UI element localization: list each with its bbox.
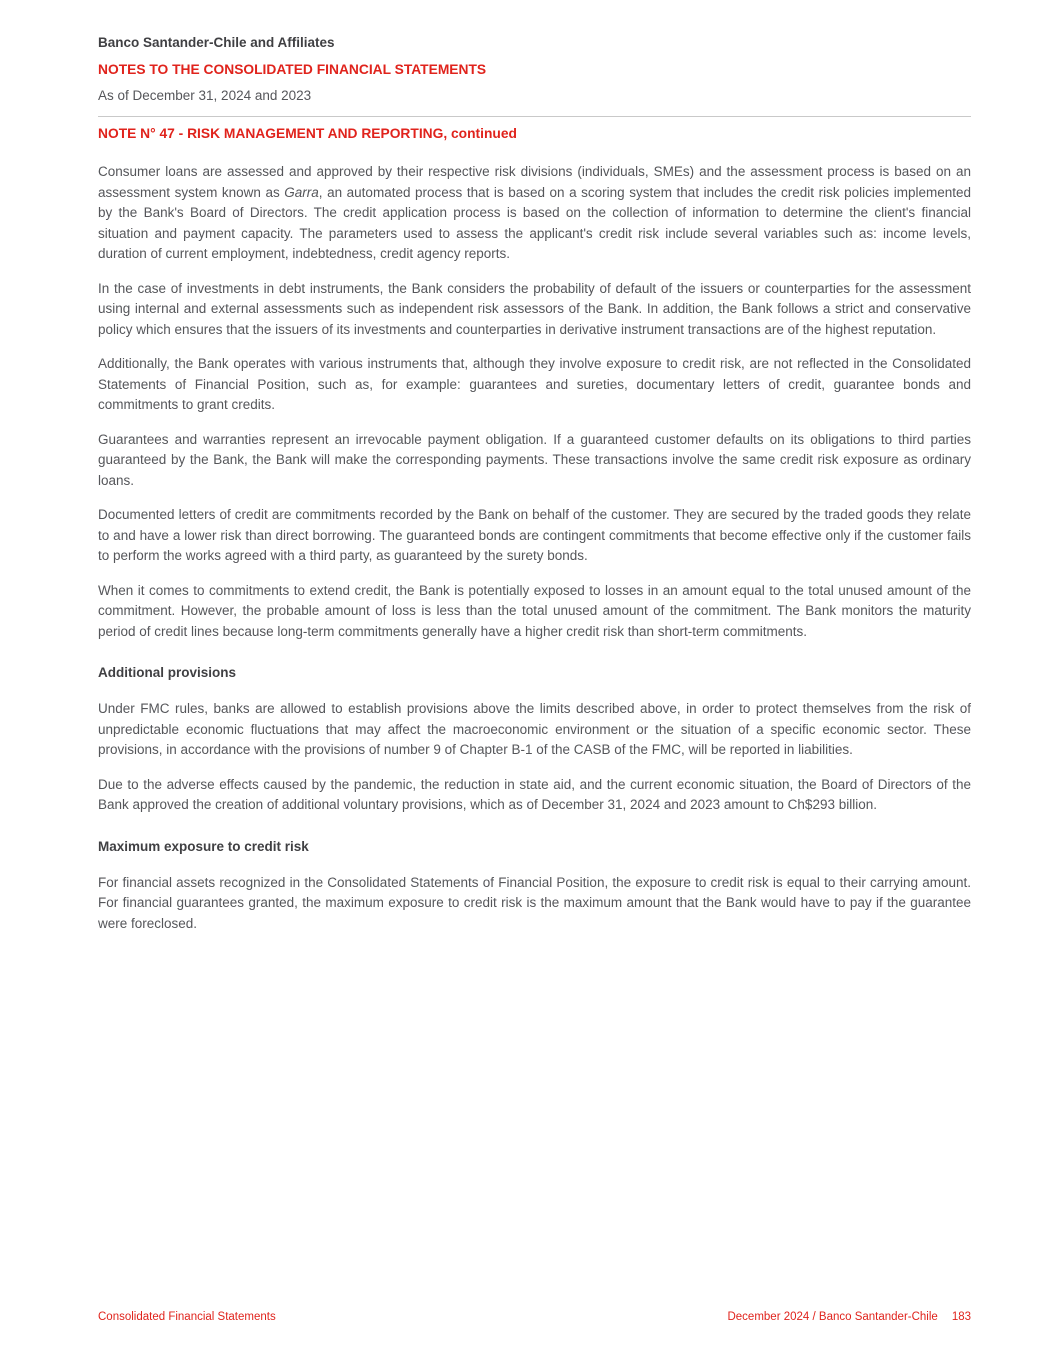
paragraph-documented-letters: Documented letters of credit are commitments recorded by the Bank on behalf of the customer. They are secured by the traded goods they relate to and have a lower risk than direct borrowing. The guaranteed bonds are contingent commitments that become effective only if the customer fails to perform the works agreed with a third party, as guaranteed by the surety bonds. [98,507,971,563]
heading-maximum-exposure: Maximum exposure to credit risk [98,838,309,854]
footer-left-label: Consolidated Financial Statements [98,1311,276,1323]
paragraph-text: , an automated process that is based on a scoring system that includes the credit risk policies implemented by the Bank's Board of Directors. The credit application process is based on the collection of information to determine the client's financial situation and payment capacity. The parameters used to assess the applicant's credit risk include several variables such as: income levels, duration of current employment, indebtedness, credit agency reports. [98,184,971,261]
paragraph-text: Consumer loans are assessed and approved by their respective risk divisions (individuals, SMEs) and the assessment process is based on an assessment system known as [98,164,971,200]
paragraph-debt-instruments: In the case of investments in debt instruments, the Bank considers the probability of default of the issuers or counterparties for the assessment using internal and external assessments such as independent risk assessors of the Bank. In addition, the Bank follows a strict and conservative policy which ensures that the issuers of its investments and counterparties in derivative instrument transactions are of the highest reputation. [98,280,971,337]
page-content [98,35,971,948]
note-title: NOTE N° 47 - RISK MANAGEMENT AND REPORTING, continued [98,126,517,141]
footer-right-label: December 2024 / Banco Santander-Chile [727,1311,938,1323]
header-divider [98,116,971,117]
footer-right [727,1311,971,1323]
document-title: NOTES TO THE CONSOLIDATED FINANCIAL STATEMENTS [98,62,487,77]
paragraph-pandemic-provisions: Due to the adverse effects caused by the pandemic, the reduction in state aid, and the current economic situation, the Board of Directors of the Bank approved the creation of additional voluntary provisions, which as of December 31, 2024 and 2023 amount to Ch$293 billion. [98,776,971,812]
paragraph-maximum-exposure: For financial assets recognized in the Consolidated Statements of Financial Position, the exposure to credit risk is equal to their carrying amount. For financial guarantees granted, the maximum exposure to credit risk is the maximum amount that the Bank would have to pay if the guarantee were foreclosed. [98,874,971,931]
garra-term: Garra [284,184,319,200]
company-name: Banco Santander-Chile and Affiliates [98,35,335,50]
page-footer [98,1311,971,1323]
heading-additional-provisions: Additional provisions [98,665,237,680]
paragraph-fmc-rules: Under FMC rules, banks are allowed to establish provisions above the limits described above, in order to protect themselves from the risk of unpredictable economic fluctuations that may affect the macroeconomic environment or the situation of a specific economic sector. These provisions, in accordance with the provisions of number 9 of Chapter B-1 of the CASB of the FMC, will be reported in liabilities. [98,701,971,757]
paragraph-guarantees-warranties: Guarantees and warranties represent an irrevocable payment obligation. If a guaranteed customer defaults on its obligations to third parties guaranteed by the Bank, the Bank will make the corresponding payments. These transactions involve the same credit risk exposure as ordinary loans. [98,431,971,488]
page-number: 183 [951,1311,971,1323]
report-date: As of December 31, 2024 and 2023 [98,88,312,103]
paragraph-various-instruments: Additionally, the Bank operates with various instruments that, although they involve exposure to credit risk, are not reflected in the Consolidated Statements of Financial Position, such as, for example: guarantees and sureties, documentary letters of credit, guarantee bonds and commitments to grant credits. [98,356,971,412]
paragraph-consumer-loans [98,162,971,265]
paragraph-commitments-extend-credit: When it comes to commitments to extend credit, the Bank is potentially exposed to losses in an amount equal to the total unused amount of the commitment. However, the probable amount of loss is less than the total unused amount of the commitment. The Bank monitors the maturity period of credit lines because long-term commitments generally have a higher credit risk than short-term commitments. [98,582,971,639]
